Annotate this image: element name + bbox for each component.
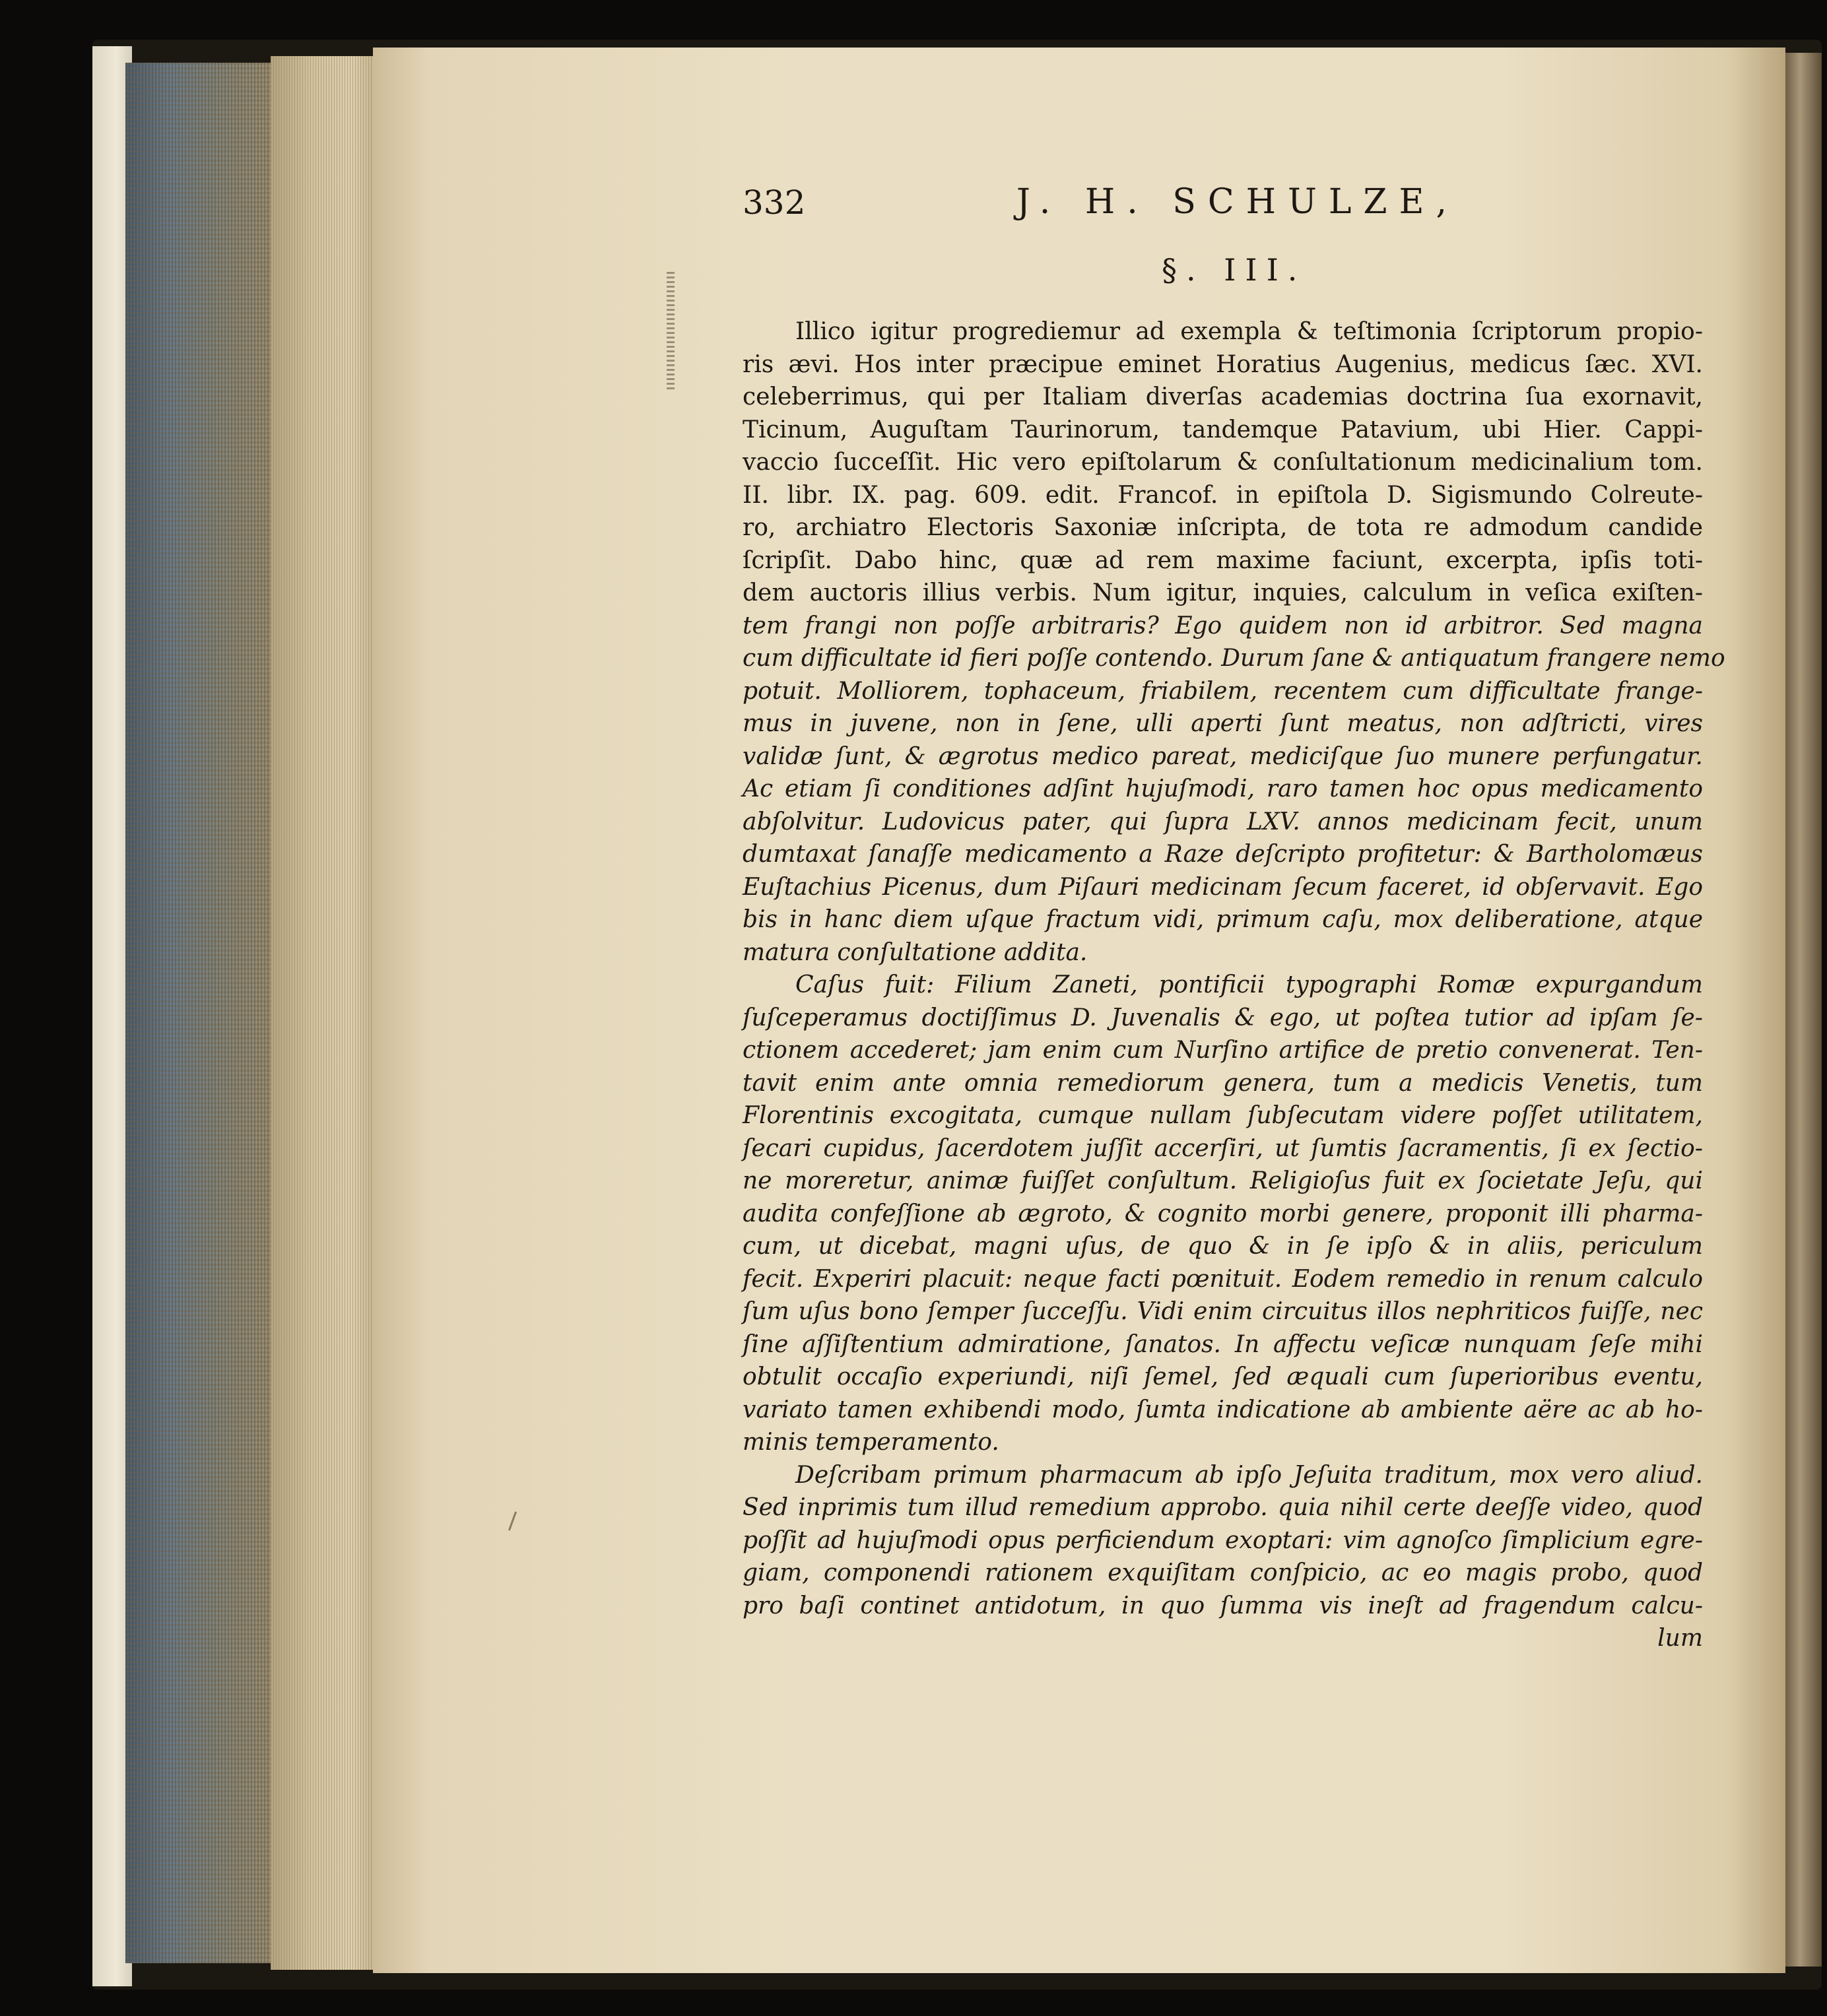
- text-line: obtulit occaſio experiundi, niſi ſemel, ſed æquali cum ſuperioribus eventu,: [743, 1363, 1703, 1390]
- facing-page-edge: [1785, 53, 1822, 1967]
- text-line: Sed inprimis tum illud remedium approbo. quia nihil certe deeſſe video, quod: [743, 1494, 1703, 1521]
- text-line: tem frangi non poſſe arbitraris? Ego quidem non id arbitror. Sed magna: [743, 612, 1703, 639]
- text-line: tavit enim ante omnia remediorum genera, tum a medicis Venetis, tum: [743, 1069, 1703, 1097]
- text-line: cum difficultate id fieri poſſe contendo. Durum ſane & antiquatum frangere nemo: [743, 645, 1725, 672]
- text-line: Ticinum, Auguſtam Taurinorum, tandemque Patavium, ubi Hier. Cappi-: [743, 416, 1703, 443]
- text-line: ſum uſus bono ſemper ſucceſſu. Vidi enim circuitus illos nephriticos fuiſſe, nec: [743, 1298, 1703, 1325]
- text-line: variato tamen exhibendi modo, ſumta indicatione ab ambiente aëre ac ab ho-: [743, 1396, 1703, 1423]
- section-heading: §. III.: [1162, 252, 1307, 288]
- text-line: celeberrimus, qui per Italiam diverſas academias doctrina ſua exornavit,: [743, 383, 1703, 410]
- text-line: Florentinis excogitata, cumque nullam ſubſecutam videre poſſet utilitatem,: [743, 1102, 1703, 1129]
- text-line: ctionem accederet; jam enim cum Nurſino artifice de pretio convenerat. Ten-: [743, 1037, 1703, 1064]
- text-line: ſuſceperamus doctiſſimus D. Juvenalis & ego, ut poſtea tutior ad ipſam ſe-: [743, 1004, 1703, 1031]
- text-line: ſecari cupidus, ſacerdotem juſſit accerſiri, ut ſumtis ſacramentis, ſi ex ſectio-: [743, 1134, 1703, 1162]
- ink-smudge: [667, 271, 675, 389]
- page-stack-edge: [271, 56, 373, 1970]
- text-line: audita confeſſione ab ægroto, & cognito morbi genere, proponit illi pharma-: [743, 1200, 1703, 1227]
- text-line: II. libr. IX. pag. 609. edit. Francof. in epiſtola D. Sigismundo Colreute-: [743, 481, 1703, 509]
- text-line: Euſtachius Picenus, dum Piſauri medicinam ſecum faceret, id obſervavit. Ego: [743, 873, 1703, 901]
- text-line: ſcripſit. Dabo hinc, quæ ad rem maxime faciunt, excerpta, ipſis toti-: [743, 546, 1703, 574]
- text-line: dem auctoris illius verbis. Num igitur, inquies, calculum in veſica exiſten-: [743, 579, 1703, 606]
- text-line: Ac etiam ſi conditiones adſint hujuſmodi, raro tamen hoc opus medicamento: [743, 775, 1703, 802]
- text-line: bis in hanc diem uſque fractum vidi, primum caſu, mox deliberatione, atque: [743, 906, 1703, 933]
- running-head: J. H. SCHULZE,: [1016, 182, 1459, 222]
- text-line: ſine aſſiſtentium admiratione, ſanatos. In affectu veſicæ nunquam ſeſe mihi: [743, 1330, 1703, 1358]
- body-text: [743, 315, 1725, 1655]
- page-edges-sprinkled: [125, 63, 271, 1963]
- text-line: mus in juvene, non in ſene, ulli aperti ſunt meatus, non adſtricti, vires: [743, 710, 1703, 737]
- text-line: fecit. Experiri placuit: neque facti pœnituit. Eodem remedio in renum calculo: [743, 1265, 1703, 1293]
- text-line: vaccio ſucceſſit. Hic vero epiſtolarum & conſultationum medicinalium tom.: [743, 449, 1703, 476]
- page-number: 332: [743, 183, 806, 222]
- text-line: matura conſultatione addita.: [743, 938, 1088, 966]
- text-line: minis temperamento.: [743, 1429, 999, 1456]
- text-line: validæ ſunt, & ægrotus medico pareat, mediciſque ſuo munere perfungatur.: [743, 742, 1703, 770]
- text-line: Deſcribam primum pharmacum ab ipſo Jeſuita traditum, mox vero aliud.: [795, 1461, 1703, 1489]
- text-line: Caſus fuit: Filium Zaneti, pontificii typographi Romæ expurgandum: [795, 971, 1703, 998]
- text-line: dumtaxat ſanaſſe medicamento a Raze deſcripto profitetur: & Bartholomæus: [743, 841, 1703, 868]
- text-line: ne moreretur, animæ fuiſſet conſultum. Religioſus fuit ex ſocietate Jeſu, qui: [743, 1167, 1703, 1194]
- text-line: ris ævi. Hos inter præcipue eminet Horatius Augenius, medicus ſæc. XVI.: [743, 350, 1703, 378]
- text-line: cum, ut dicebat, magni uſus, de quo & in ſe ipſo & in aliis, periculum: [743, 1233, 1703, 1260]
- text-line: lum: [1657, 1625, 1703, 1652]
- text-line: Illico igitur progrediemur ad exempla & teſtimonia ſcriptorum propio-: [795, 318, 1703, 345]
- text-line: giam, componendi rationem exquiſitam conſpicio, ac eo magis probo, quod: [743, 1559, 1703, 1586]
- text-line: ro, archiatro Electoris Saxoniæ inſcripta, de tota re admodum candide: [743, 514, 1703, 541]
- text-line: abſolvitur. Ludovicus pater, qui ſupra LXV. annos medicinam fecit, unum: [743, 808, 1703, 835]
- text-line: potuit. Molliorem, tophaceum, friabilem, recentem cum difficultate frange-: [743, 677, 1703, 705]
- text-line: poſſit ad hujuſmodi opus perficiendum exoptari: vim agnoſco ſimplicium egre-: [743, 1526, 1703, 1554]
- text-line: pro baſi continet antidotum, in quo ſumma vis ineſt ad fragendum calcu-: [743, 1592, 1703, 1619]
